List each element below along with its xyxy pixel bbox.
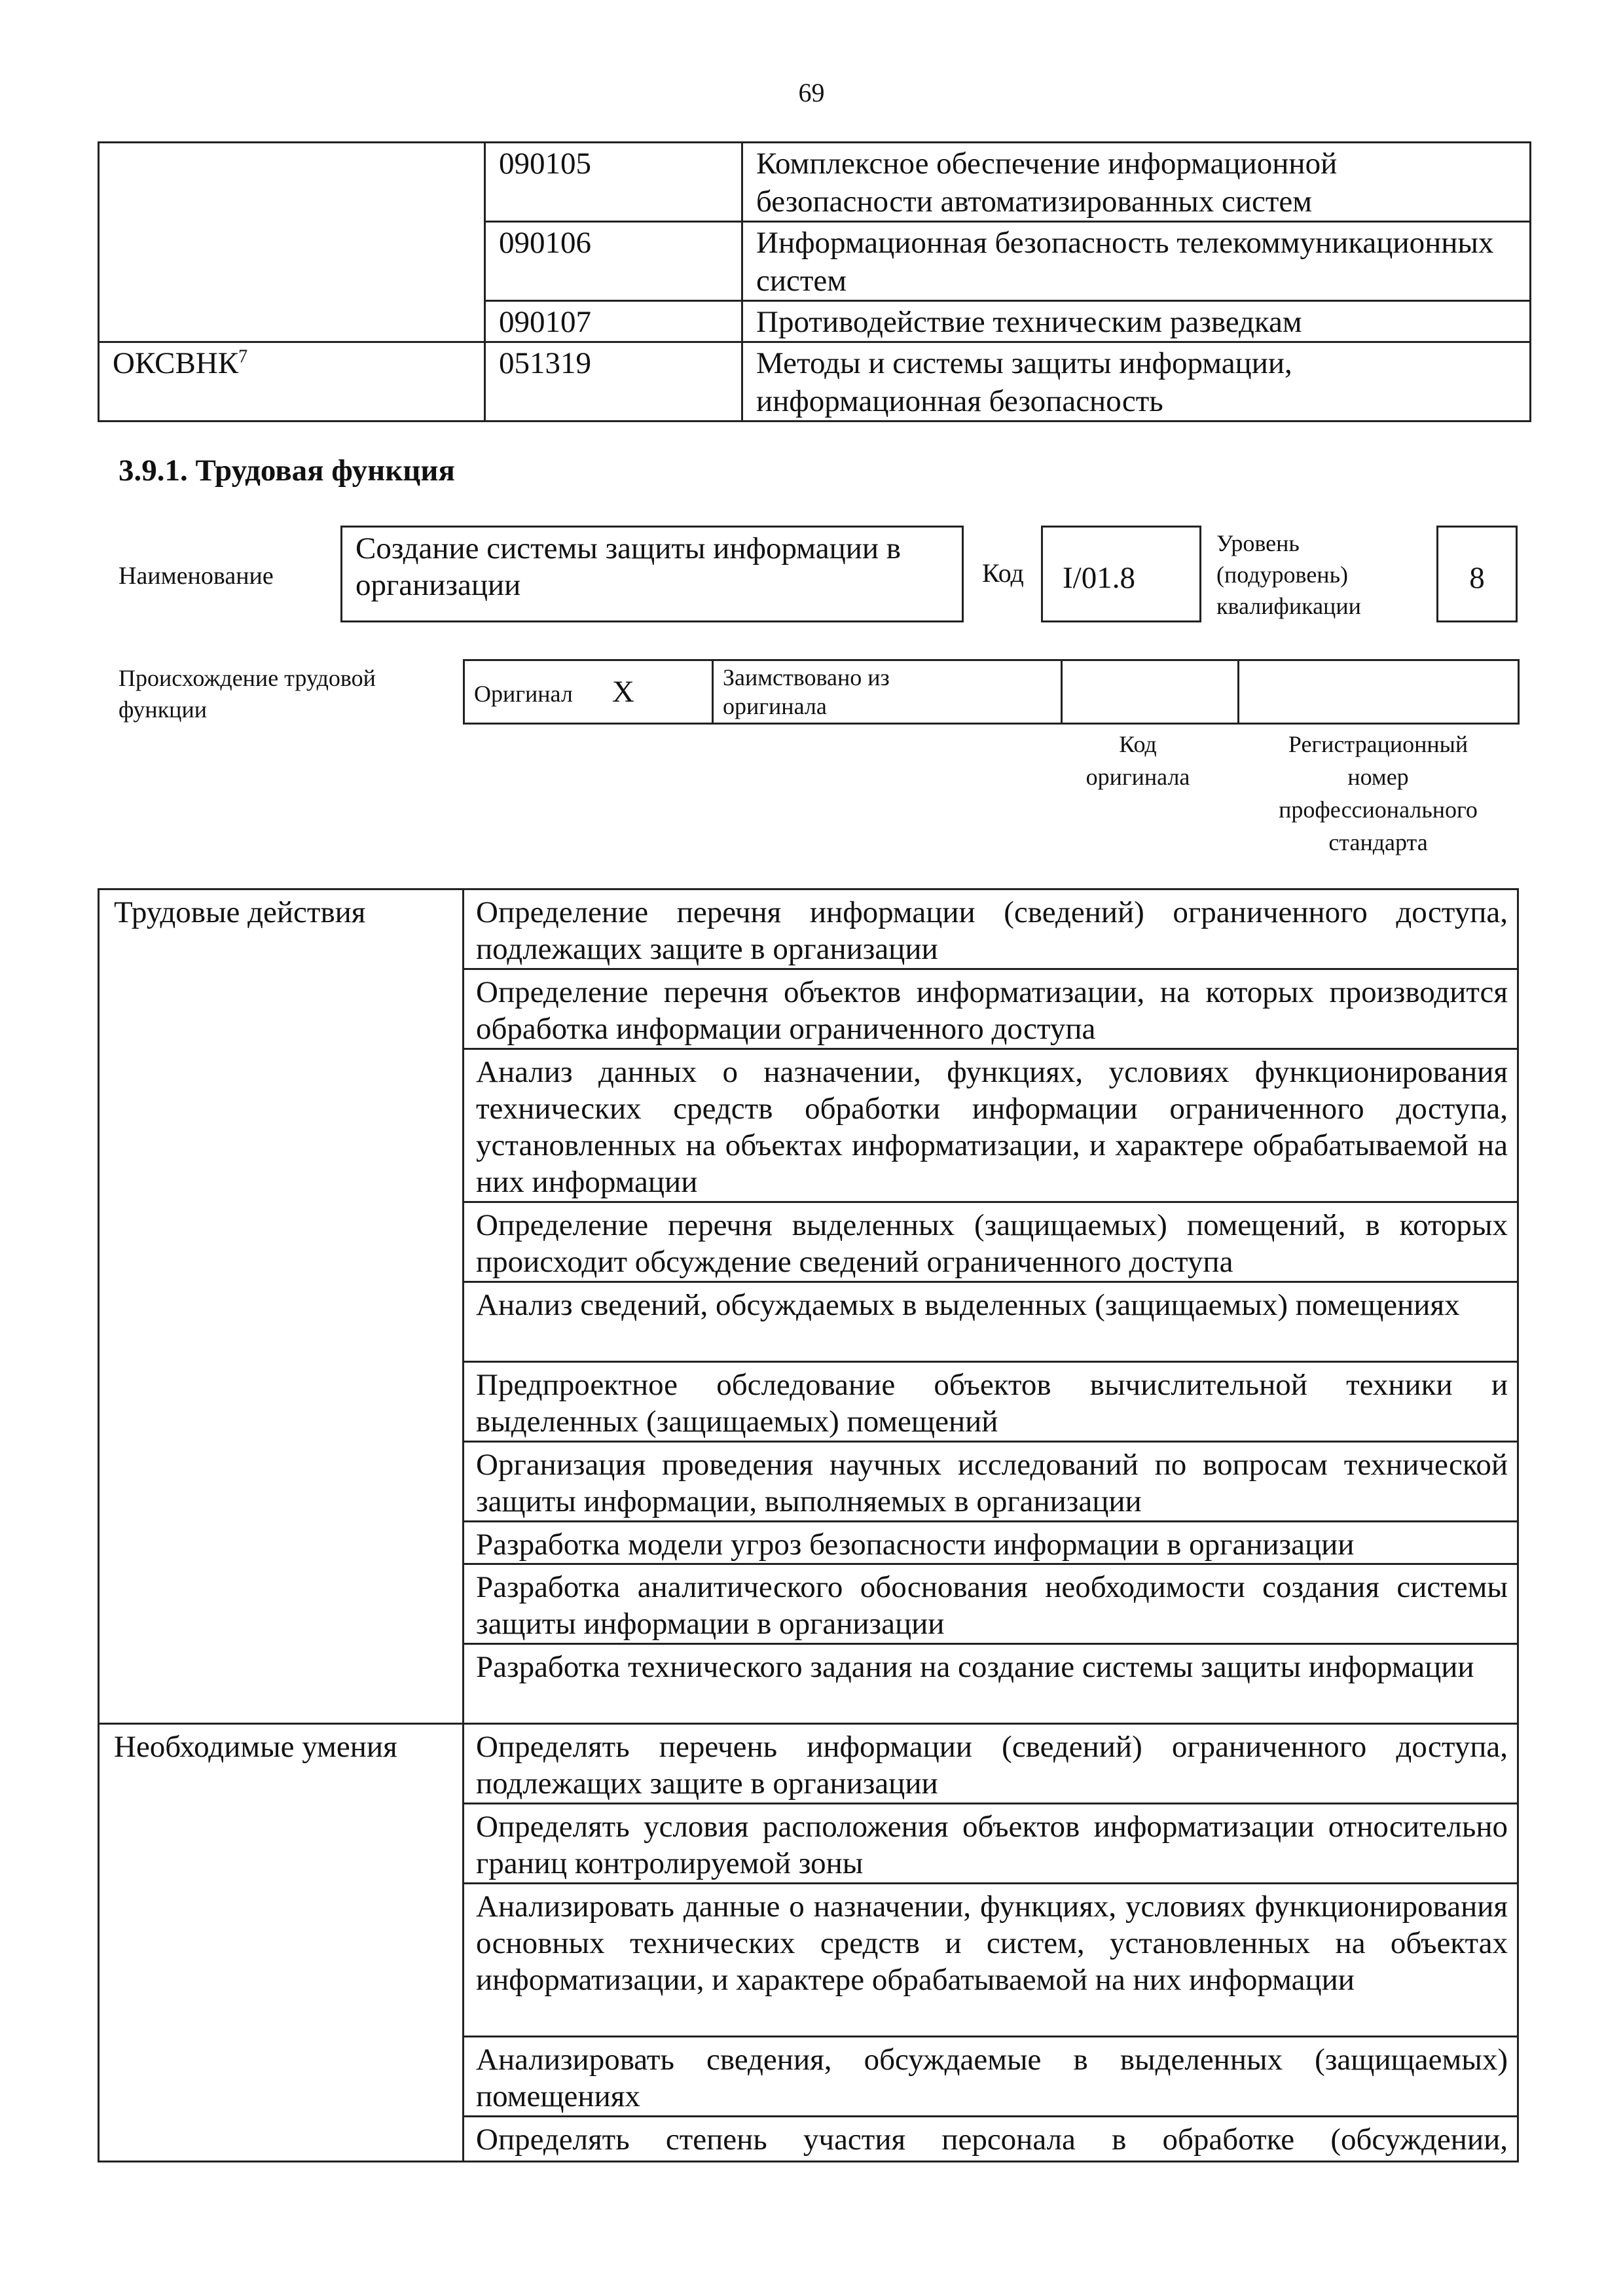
specialty-codes-table	[98, 141, 1531, 422]
list-item-text: Определять степень участия персонала в обработке (обсуждении,	[476, 2123, 1508, 2157]
caption-line: номер	[1347, 764, 1409, 790]
group-cell	[99, 222, 485, 301]
table-row	[99, 342, 1531, 422]
list-item: Определять условия расположения объектов информатизации относительно границ контролируемой зоны	[464, 1804, 1518, 1884]
skills-label: Необходимые умения	[99, 1724, 464, 2162]
table-row	[99, 1724, 1518, 1804]
list-item: Разработка модели угроз безопасности информации в организации	[464, 1522, 1518, 1564]
origin-label-line: функции	[119, 696, 207, 723]
function-name-box: Создание системы защиты информации в организации	[340, 526, 964, 622]
list-item: Анализ данных о назначении, функциях, условиях функционирования технических средств обработки информации ограниченного доступа, установленных на объектах информатизации, и характере обрабатываемой на них информации	[464, 1049, 1518, 1202]
registration-number-cell	[1239, 660, 1519, 724]
qualification-level-box: 8	[1436, 526, 1518, 622]
list-item: Определение перечня объектов информатизации, на которых производится обработка информации ограниченного доступа	[464, 969, 1518, 1049]
code-cell: 051319	[485, 342, 742, 422]
origin-label	[119, 662, 376, 725]
labour-function-table	[98, 888, 1519, 2162]
origin-table	[463, 659, 1520, 725]
page-number: 69	[798, 78, 825, 107]
group-cell	[99, 342, 485, 422]
function-code-box: I/01.8	[1041, 526, 1201, 622]
specialty-name-cell: Противодействие техническим разведкам	[742, 301, 1531, 342]
group-cell	[99, 301, 485, 342]
original-cell	[464, 660, 713, 724]
level-label-line: (подуровень)	[1216, 562, 1348, 588]
original-code-cell	[1062, 660, 1239, 724]
caption-line: Код	[1119, 731, 1157, 757]
specialty-name-cell: Комплексное обеспечение информационной безопасности автоматизированных систем	[742, 143, 1531, 222]
table-row	[99, 143, 1531, 222]
caption-line: Регистрационный	[1288, 731, 1468, 757]
name-label: Наименование	[119, 562, 274, 590]
list-item: Предпроектное обследование объектов вычислительной техники и выделенных (защищаемых) помещений	[464, 1362, 1518, 1442]
borrowed-cell	[713, 660, 1062, 724]
list-item: Организация проведения научных исследований по вопросам технической защиты информации, выполняемых в организации	[464, 1442, 1518, 1522]
table-row	[99, 889, 1518, 969]
level-label	[1216, 528, 1361, 622]
specialty-name-cell: Методы и системы защиты информации, информационная безопасность	[742, 342, 1531, 422]
list-item: Определение перечня информации (сведений) ограниченного доступа, подлежащих защите в организации	[464, 889, 1518, 969]
code-cell: 090105	[485, 143, 742, 222]
list-item: Анализировать данные о назначении, функциях, условиях функционирования основных технических средств и систем, установленных на объектах информатизации, и характере обрабатываемой на них информации	[464, 1884, 1518, 2037]
table-row	[99, 222, 1531, 301]
list-item: Определение перечня выделенных (защищаемых) помещений, в которых происходит обсуждение сведений ограниченного доступа	[464, 1202, 1518, 1282]
code-label: Код	[982, 558, 1024, 588]
original-code-caption	[1053, 728, 1223, 793]
borrowed-label-line: оригинала	[723, 693, 827, 719]
list-item: Разработка аналитического обоснования необходимости создания системы защиты информации в организации	[464, 1564, 1518, 1644]
section-heading: 3.9.1. Трудовая функция	[119, 454, 455, 488]
code-cell: 090107	[485, 301, 742, 342]
code-cell: 090106	[485, 222, 742, 301]
actions-label: Трудовые действия	[99, 889, 464, 1724]
table-row	[99, 301, 1531, 342]
list-item	[464, 2117, 1518, 2162]
list-item: Определять перечень информации (сведений) ограниченного доступа, подлежащих защите в организации	[464, 1724, 1518, 1804]
registration-number-caption	[1241, 728, 1516, 859]
caption-line: оригинала	[1085, 764, 1190, 790]
footnote-mark: 7	[238, 346, 248, 367]
level-label-line: квалификации	[1216, 593, 1361, 619]
level-label-line: Уровень	[1216, 530, 1300, 556]
original-label: Оригинал	[474, 681, 573, 707]
borrowed-label-line: Заимствовано из	[723, 664, 890, 691]
caption-line: стандарта	[1328, 829, 1428, 855]
caption-line: профессионального	[1279, 797, 1478, 823]
list-item: Анализировать сведения, обсуждаемые в выделенных (защищаемых) помещениях	[464, 2037, 1518, 2117]
list-item: Разработка технического задания на создание системы защиты информации	[464, 1644, 1518, 1724]
group-name: ОКСВНК	[113, 346, 239, 380]
origin-label-line: Происхождение трудовой	[119, 665, 376, 691]
list-item: Анализ сведений, обсуждаемых в выделенных (защищаемых) помещениях	[464, 1282, 1518, 1362]
specialty-name-cell: Информационная безопасность телекоммуникационных систем	[742, 222, 1531, 301]
original-mark: X	[611, 675, 634, 709]
group-cell	[99, 143, 485, 222]
